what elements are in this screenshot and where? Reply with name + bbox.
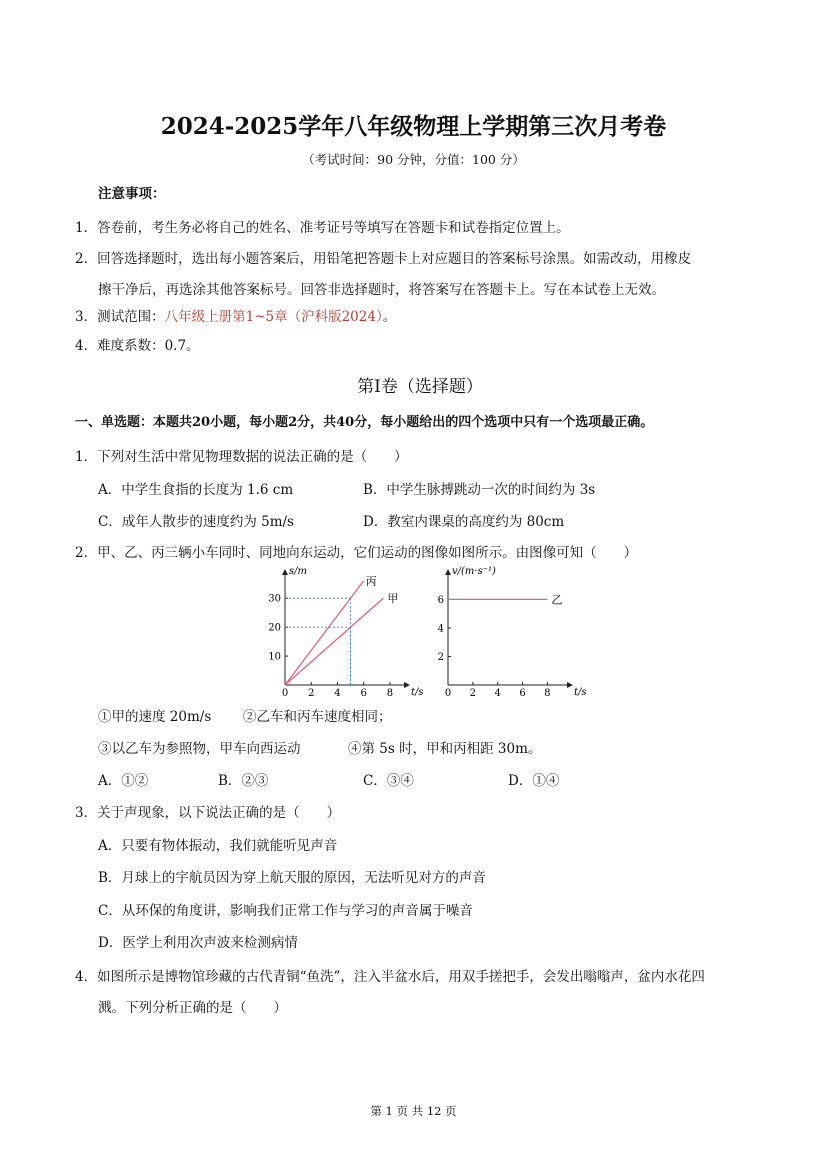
q4-stem-line-2: 溅。下列分析正确的是（ ） [98,1000,287,1016]
q2-figure [260,565,590,697]
y-axis-label: s/m [289,566,307,577]
x-tick-label: 0 [281,688,289,697]
y-tick-label: 4 [437,623,444,635]
chart-vt [438,566,587,697]
exam-info: （考试时间：90 分钟，分值：100 分） [302,152,525,167]
q3-option-b: B．月球上的宇航员因为穿上航天服的原因，无法听见对方的声音 [98,870,486,886]
y-tick-label: 6 [437,594,444,606]
q3-option-c: C．从环保的角度讲，影响我们正常工作与学习的声音属于噪音 [98,903,473,919]
y-tick-label: 10 [268,651,281,663]
q3-option-a: A．只要有物体振动，我们就能听见声音 [98,838,338,854]
y-axis-label: v/(m·s⁻¹) [452,566,496,577]
q3-option-d: D．医学上利用次声波来检测病情 [98,935,298,951]
y-tick-label: 2 [437,651,444,663]
x-tick-label: 8 [544,688,551,697]
q1-option-d: D．教室内课桌的高度约为 80cm [363,514,565,530]
q2-statement-2: ②乙车和丙车速度相同； [243,709,392,725]
q2-option-b: B．②③ [218,773,269,789]
note-item-1: 1．答卷前，考生务必将自己的姓名、准考证号等填写在答题卡和试卷指定位置上。 [75,220,570,236]
q2-statement-4: ④第 5s 时，甲和丙相距 30m。 [348,741,542,757]
series-line-2 [285,598,383,685]
x-axis-label: t/s [411,687,424,697]
q2-statement-3: ③以乙车为参照物，甲车向西运动 [98,741,301,757]
q2-statement-1: ①甲的速度 20m/s [98,709,212,725]
scope-value: 八年级上册第1~5章（沪科版2024） [164,309,383,325]
series-label: 丙 [365,574,377,588]
series-label: 乙 [551,593,563,607]
scope-label: 3．测试范围： [75,309,165,325]
q1-option-a: A．中学生食指的长度为 1.6 cm [98,482,294,498]
scope-suffix: 。 [382,309,397,325]
x-axis-label: t/s [574,687,587,697]
q1-option-b: B．中学生脉搏跳动一次的时间约为 3s [363,482,596,498]
note-item-4: 4．难度系数：0.7。 [75,338,200,354]
series-label: 甲 [387,592,399,606]
y-tick-label: 30 [268,593,281,605]
note-item-2-cont: 擦干净后，再选涂其他答案标号。回答非选择题时，将答案写在答题卡上。写在本试卷上无效。 [98,282,665,298]
q3-stem: 3．关于声现象，以下说法正确的是（ ） [75,805,341,821]
q2-stem: 2．甲、乙、丙三辆小车同时、同地向东运动，它们运动的图像如图所示。由图像可知（ ） [75,545,638,561]
q1-option-c: C．成年人散步的速度约为 5m/s [98,514,294,530]
section-title: 第Ⅰ卷（选择题） [357,377,483,397]
y-tick-label: 20 [268,622,281,634]
series-line-1 [285,581,364,685]
x-tick-label: 2 [308,688,315,697]
chart-st [268,566,423,697]
page-number: 第 1 页 共 12 页 [370,1104,457,1118]
q2-option-c: C．③④ [363,773,414,789]
note-item-2: 2．回答选择题时，选出每小题答案后，用铅笔把答题卡上对应题目的答案标号涂黑。如需改动，用橡皮 [75,251,692,267]
x-tick-label: 4 [494,688,501,697]
x-tick-label: 6 [519,688,526,697]
x-tick-label: 8 [386,688,394,697]
x-tick-label: 0 [444,688,452,697]
x-tick-label: 2 [469,688,477,697]
q2-option-d: D．①④ [508,773,560,789]
x-tick-label: 6 [360,688,367,697]
note-item-3 [75,305,396,325]
q2-option-a: A．①② [98,773,149,789]
notes-heading: 注意事项： [98,186,166,202]
page-title: 2024-2025学年八年级物理上学期第三次月考卷 [160,113,667,140]
q4-stem-line-1: 4．如图所示是博物馆珍藏的古代青铜“鱼洗”，注入半盆水后，用双手搓把手，会发出嗡嗡声，盆内水花四 [75,969,705,985]
q1-stem: 1．下列对生活中常见物理数据的说法正确的是（ ） [75,449,408,465]
section-heading: 一、单选题：本题共20小题，每小题2分，共40分，每小题给出的四个选项中只有一个选项最正确。 [75,415,654,430]
x-tick-label: 4 [334,688,341,697]
